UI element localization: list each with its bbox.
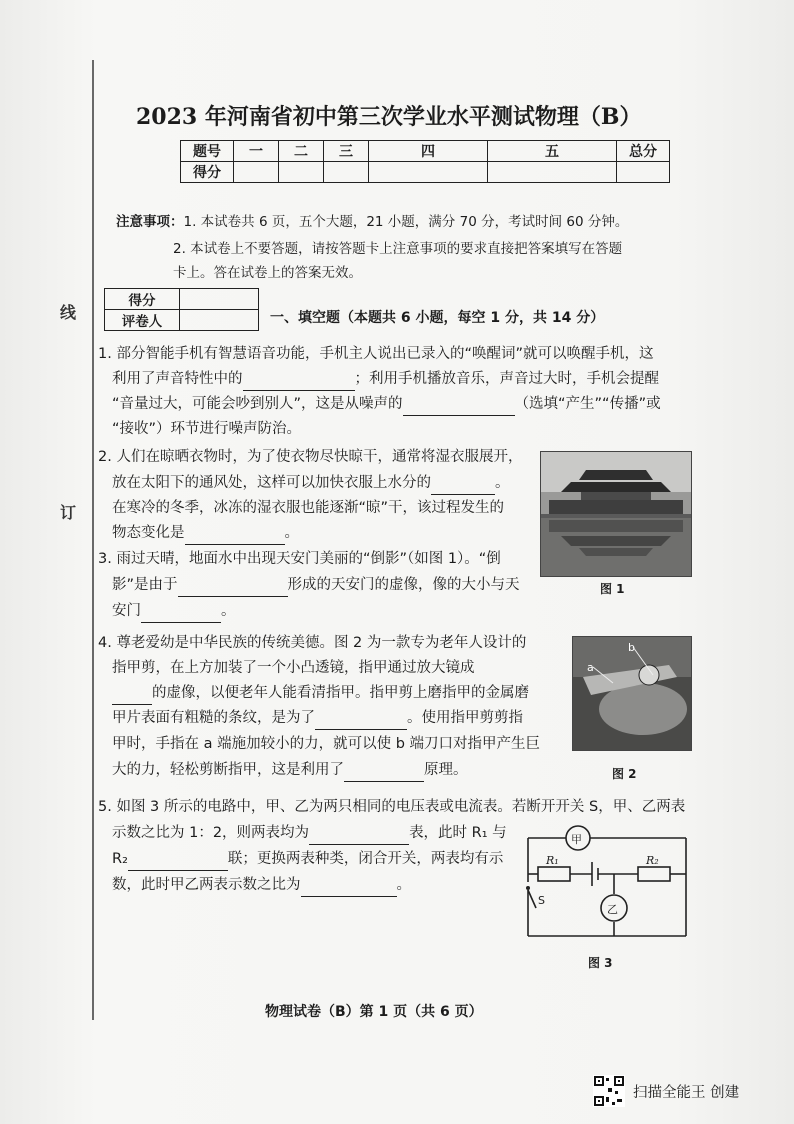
exam-title: 2023 年河南省初中第三次学业水平测试物理（B） — [136, 104, 642, 130]
answer-blank[interactable] — [315, 711, 407, 730]
notes-text-1: 1. 本试卷共 6 页，五个大题，21 小题，满分 70 分，考试时间 60 分钟。 — [183, 214, 629, 230]
q5-line-1: 5. 如图 3 所示的电路中，甲、乙为两只相同的电压表或电流表。若断开开关 S，甲、乙两表 — [98, 799, 686, 815]
nail-clipper-image — [573, 637, 691, 750]
answer-blank[interactable] — [403, 397, 515, 416]
figure-1-photo — [540, 451, 692, 577]
q4-line-4: 甲片表面有粗糙的条纹，是为了 。使用指甲剪剪指 — [112, 707, 523, 730]
qr-code-icon — [593, 1075, 625, 1107]
q3-line-3: 安门 。 — [112, 600, 236, 623]
answer-blank[interactable] — [344, 763, 424, 782]
grader-name-label: 评卷人 — [105, 310, 180, 331]
answer-blank[interactable] — [431, 476, 495, 495]
q5-line-3: R₂ 联；更换两表种类，闭合开关，两表均有示 — [112, 848, 503, 871]
answer-blank[interactable] — [185, 526, 285, 545]
figure-2-photo — [572, 636, 692, 751]
section1-heading: 一、填空题（本题共 6 小题，每空 1 分，共 14 分） — [270, 310, 605, 326]
figure-3-caption: 图 3 — [588, 956, 613, 970]
answer-blank[interactable] — [243, 372, 355, 391]
score-cell-q4: 四 — [369, 141, 488, 162]
q2-line-4: 物态变化是 。 — [112, 522, 299, 545]
score-cell-label: 题号 — [181, 141, 234, 162]
figure-1-caption: 图 1 — [600, 582, 625, 596]
side-char-line: 线 — [60, 303, 77, 322]
score-cell-q2: 二 — [279, 141, 324, 162]
score-table-score-row — [181, 162, 670, 183]
fig2-label-a: a — [587, 661, 594, 674]
figure-3-circuit — [518, 822, 694, 948]
score-input — [369, 162, 488, 183]
notes-line-2: 2. 本试卷上不要答题，请按答题卡上注意事项的要求直接把答案填写在答题 — [173, 241, 623, 257]
score-input — [488, 162, 617, 183]
tiananmen-reflection-image — [541, 452, 691, 576]
answer-blank[interactable] — [128, 852, 228, 871]
grader-score-label: 得分 — [105, 289, 180, 310]
score-input — [617, 162, 670, 183]
q4-line-5: 甲时，手指在 a 端施加较小的力，就可以使 b 端刀口对指甲产生巨 — [112, 736, 541, 752]
r2-label: R₂ — [646, 854, 659, 867]
q2-line-1: 2. 人们在晾晒衣物时，为了使衣物尽快晾干，通常将湿衣服展开， — [98, 449, 523, 465]
meter-jia-label: 甲 — [571, 833, 582, 846]
q5-line-4: 数，此时甲乙两表示数之比为 。 — [112, 874, 411, 897]
score-cell-q5: 五 — [488, 141, 617, 162]
notes-line-3: 卡上。答在试卷上的答案无效。 — [173, 265, 362, 281]
q1-line-4: “接收”）环节进行噪声防治。 — [112, 421, 302, 437]
q2-line-2: 放在太阳下的通风处，这样可以加快衣服上水分的 。 — [112, 472, 510, 495]
score-cell-total: 总分 — [617, 141, 670, 162]
q2-line-3: 在寒冷的冬季，冰冻的湿衣服也能逐渐“晾”干，该过程发生的 — [112, 500, 505, 516]
score-table-header-row — [181, 141, 670, 162]
q4-line-3: 的虚像，以便老年人能看清指甲。指甲剪上磨指甲的金属磨 — [112, 682, 529, 705]
notes-label: 注意事项： — [116, 214, 184, 230]
scanner-watermark — [593, 1075, 739, 1107]
q1-line-3: “音量过大，可能会吵到别人”，这是从噪声的 （选填“产生”“传播”或 — [112, 393, 661, 416]
answer-blank[interactable] — [301, 878, 397, 897]
q4-line-2: 指甲剪，在上方加装了一个小凸透镜，指甲通过放大镜成 — [112, 660, 475, 676]
q1-line-2: 利用了声音特性中的 ；利用手机播放音乐，声音过大时，手机会提醒 — [112, 368, 659, 391]
q5-line-2: 示数之比为 1：2，则两表均为 表，此时 R₁ 与 — [112, 822, 507, 845]
score-input — [234, 162, 279, 183]
answer-blank[interactable] — [112, 686, 152, 705]
answer-blank[interactable] — [309, 826, 409, 845]
score-cell-q1: 一 — [234, 141, 279, 162]
q4-line-1: 4. 尊老爱幼是中华民族的传统美德。图 2 为一款专为老年人设计的 — [98, 635, 527, 651]
score-input — [324, 162, 369, 183]
q4-line-6: 大的力，轻松剪断指甲，这是利用了 原理。 — [112, 759, 468, 782]
score-row-label: 得分 — [181, 162, 234, 183]
q1-line-1: 1. 部分智能手机有智慧语音功能，手机主人说出已录入的“唤醒词”就可以唤醒手机，这 — [98, 346, 654, 362]
page-footer: 物理试卷（B）第 1 页（共 6 页） — [265, 1004, 483, 1020]
binding-line — [92, 60, 94, 1020]
answer-blank[interactable] — [141, 604, 221, 623]
q3-line-2: 影”是由于 形成的天安门的虚像，像的大小与天 — [112, 574, 520, 597]
side-char-bind: 订 — [60, 503, 77, 522]
q3-line-1: 3. 雨过天晴，地面水中出现天安门美丽的“倒影”（如图 1）。“倒 — [98, 551, 501, 567]
score-table — [180, 140, 670, 183]
switch-label: S — [538, 894, 545, 907]
scanner-text: 扫描全能王 创建 — [633, 1084, 740, 1101]
answer-blank[interactable] — [178, 578, 288, 597]
score-input — [279, 162, 324, 183]
figure-2-caption: 图 2 — [612, 767, 637, 781]
fig2-label-b: b — [628, 641, 635, 654]
r1-label: R₁ — [546, 854, 559, 867]
meter-yi-label: 乙 — [607, 903, 618, 916]
score-cell-q3: 三 — [324, 141, 369, 162]
grader-table — [104, 288, 259, 331]
notes-line-1 — [116, 211, 628, 233]
